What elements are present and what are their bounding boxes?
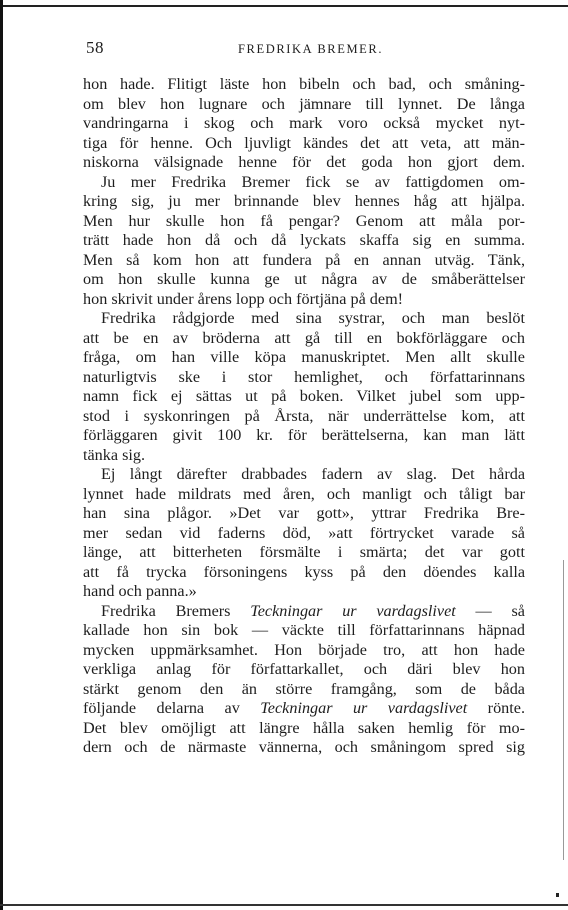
text-line bbox=[83, 309, 525, 329]
text-segment: naturligtvis ske i stor hemlighet, och författarinnans bbox=[83, 367, 525, 386]
text-line bbox=[83, 660, 525, 680]
scan-speck bbox=[556, 893, 559, 897]
book-title: Teckningar ur vardagslivet bbox=[260, 699, 468, 717]
text-line bbox=[83, 543, 525, 563]
text-line bbox=[83, 641, 525, 661]
text-segment: tiga för henne. Och ljuvligt kändes det att veta, att män- bbox=[83, 133, 525, 152]
text-segment: Men hur skulle hon få pengar? Genom att måla por- bbox=[83, 211, 525, 230]
text-segment: Ej långt därefter drabbades fadern av slag. Det hårda bbox=[101, 465, 525, 483]
text-segment: kring sig, ju mer brinnande blev hennes håg att hjälpa. bbox=[83, 192, 525, 210]
page-header bbox=[86, 38, 526, 64]
text-segment: Fredrika rådgjorde med sina systrar, och man beslöt bbox=[101, 309, 525, 327]
text-line bbox=[83, 465, 525, 485]
text-segment: rönte. bbox=[467, 699, 525, 717]
scan-frame-left bbox=[0, 0, 3, 910]
text-segment: tänka sig. bbox=[83, 445, 146, 464]
scan-frame-right bbox=[563, 560, 564, 860]
text-line bbox=[83, 95, 525, 115]
text-line bbox=[83, 270, 525, 290]
text-segment: förläggaren givit 100 kr. för berättelserna, kan man lätt bbox=[83, 426, 525, 444]
text-line bbox=[83, 738, 525, 758]
text-line bbox=[83, 290, 525, 310]
running-head: FREDRIKA BREMER. bbox=[238, 42, 384, 56]
text-segment: dern och de närmaste vännerna, och småningom spred sig bbox=[83, 738, 525, 756]
text-line bbox=[83, 621, 525, 641]
text-segment: hon skrivit under årens lopp och förtjäna på dem! bbox=[83, 289, 404, 308]
text-line bbox=[83, 582, 525, 602]
text-segment: Det blev omöjligt att längre hålla saken hemlig för mo- bbox=[83, 718, 525, 737]
text-line bbox=[83, 134, 525, 154]
text-line bbox=[83, 524, 525, 544]
text-segment: Ju mer Fredrika Bremer fick se av fattigdomen om- bbox=[101, 172, 525, 191]
text-segment: vandringarna i skog och mark voro också mycket nyt- bbox=[83, 114, 525, 132]
text-segment: Fredrika Bremers bbox=[101, 601, 251, 620]
text-segment: att be en av bröderna att gå till en bokförläggare och bbox=[83, 328, 525, 347]
text-line bbox=[83, 680, 525, 700]
text-line bbox=[83, 446, 525, 466]
text-segment: hand och panna.» bbox=[83, 582, 197, 600]
text-line bbox=[83, 485, 525, 505]
text-segment: verkliga anlag för författarkallet, och däri blev hon bbox=[83, 660, 525, 678]
text-segment: lynnet hade mildrats med åren, och manligt och tåligt bar bbox=[83, 484, 525, 503]
text-segment: namn fick ej sättas ut på boken. Vilket jubel som upp- bbox=[83, 387, 525, 405]
text-line bbox=[83, 75, 525, 95]
text-segment: han sina plågor. »Det var gott», yttrar Fredrika Bre- bbox=[83, 504, 525, 522]
text-line bbox=[83, 212, 525, 232]
text-segment: — så bbox=[455, 601, 525, 620]
text-segment: trätt hade hon då och då lyckats skaffa sig en summa. bbox=[83, 231, 525, 249]
text-segment: stärkt genom den än större framgång, som de båda bbox=[83, 679, 525, 698]
text-segment: om hon skulle kunna ge ut några av de småberättelser bbox=[83, 270, 525, 288]
text-line bbox=[83, 348, 525, 368]
text-segment: mer sedan vid faderns död, »att förtrycket varade så bbox=[83, 523, 525, 542]
text-segment: stod i syskonringen på Årsta, när underrättelse kom, att bbox=[83, 406, 525, 425]
scan-frame-top bbox=[0, 5, 568, 7]
text-line bbox=[83, 173, 525, 193]
text-line bbox=[83, 368, 525, 388]
text-line bbox=[83, 563, 525, 583]
page-number: 58 bbox=[86, 38, 104, 57]
body-text bbox=[83, 75, 525, 758]
text-segment: att få trycka försoningens kyss på den döendes kalla bbox=[83, 562, 525, 581]
book-title: Teckningar ur vardagslivet bbox=[250, 601, 456, 620]
text-segment: följande delarna av bbox=[83, 699, 261, 717]
text-line bbox=[83, 192, 525, 212]
text-line bbox=[83, 407, 525, 427]
text-line bbox=[83, 504, 525, 524]
text-segment: länge, att bitterheten försmälte i smärta; det var gott bbox=[83, 543, 525, 561]
text-segment: kallade hon sin bok — väckte till författarinnans häpnad bbox=[83, 621, 525, 639]
text-segment: niskorna välsignade henne för det goda hon gjort dem. bbox=[83, 153, 525, 171]
text-line bbox=[83, 426, 525, 446]
text-line bbox=[83, 699, 525, 719]
text-segment: mycken uppmärksamhet. Hon började tro, att hon hade bbox=[83, 640, 525, 659]
text-line bbox=[83, 329, 525, 349]
text-line bbox=[83, 114, 525, 134]
text-line bbox=[83, 719, 525, 739]
text-segment: fråga, om han ville köpa manuskriptet. Men allt skulle bbox=[83, 348, 525, 366]
text-segment: Men så kom hon att fundera på en annan utväg. Tänk, bbox=[83, 250, 525, 269]
text-line bbox=[83, 251, 525, 271]
text-line bbox=[83, 153, 525, 173]
text-line bbox=[83, 231, 525, 251]
scan-frame-bottom bbox=[0, 904, 568, 906]
text-segment: hon hade. Flitigt läste hon bibeln och bad, och småning- bbox=[83, 75, 525, 93]
text-line bbox=[83, 602, 525, 622]
text-line bbox=[83, 387, 525, 407]
text-segment: om blev hon lugnare och jämnare till lynnet. De långa bbox=[83, 94, 525, 113]
